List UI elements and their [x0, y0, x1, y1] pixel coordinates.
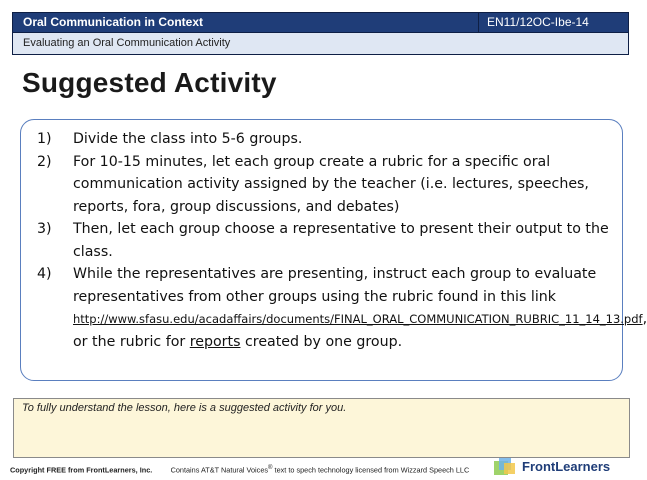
- list-item: [37, 263, 647, 353]
- item-number: 3): [37, 221, 52, 237]
- item-text: [73, 263, 647, 353]
- item-number: 1): [37, 131, 52, 147]
- notes-text: To fully understand the lesson, here is a suggested activity for you.: [22, 402, 347, 414]
- item-text: Divide the class into 5-6 groups.: [73, 131, 303, 147]
- list-item: [37, 128, 612, 151]
- item-number: 4): [37, 266, 52, 282]
- frontlearners-logo: [493, 457, 633, 477]
- reports-link[interactable]: reports: [189, 333, 241, 350]
- registered-mark: ®: [268, 464, 273, 471]
- copyright-text: Copyright FREE from FrontLearners, Inc.: [10, 465, 153, 475]
- item-text: For 10-15 minutes, let each group create a rubric for a specific oral communication activity assigned by the teacher (i.e. lectures, speeches, reports, fora, group discussions, and debates): [73, 153, 589, 215]
- header-bar: [12, 12, 629, 33]
- activity-list: [37, 128, 647, 353]
- lesson-code: EN11/12OC-Ibe-14: [487, 15, 589, 29]
- item-number: 2): [37, 153, 52, 170]
- item-text: Then, let each group choose a representative to present their output to the class.: [73, 221, 609, 260]
- lesson-subtitle: Evaluating an Oral Communication Activity: [23, 37, 231, 49]
- item-text-mid: , or the rubric for: [73, 311, 647, 350]
- voices-text: Contains AT&T Natural Voices: [170, 465, 269, 475]
- notes-box: [13, 398, 630, 458]
- lesson-code-cell: [478, 13, 629, 32]
- item-text-start: While the representatives are presenting, instruct each group to evaluate representatives from other groups using the rubric found in this link: [73, 266, 597, 305]
- rubric-link[interactable]: http://www.sfasu.edu/acadaffairs/documents/FINAL_ORAL_COMMUNICATION_RUBRIC_11_14_13.pdf: [73, 312, 643, 326]
- footer-text: [10, 464, 469, 474]
- list-item: [37, 151, 612, 219]
- list-item: [37, 218, 612, 263]
- frontlearners-logo-icon: [493, 457, 517, 477]
- brand-name: FrontLearners: [522, 459, 611, 474]
- voices-text-end: text to spech technology licensed from Wizzard Speech LLC: [272, 465, 470, 475]
- subheader-bar: [12, 33, 629, 55]
- item-text-end: created by one group.: [240, 333, 403, 350]
- course-title: Oral Communication in Context: [23, 15, 204, 29]
- page-title: Suggested Activity: [22, 67, 277, 98]
